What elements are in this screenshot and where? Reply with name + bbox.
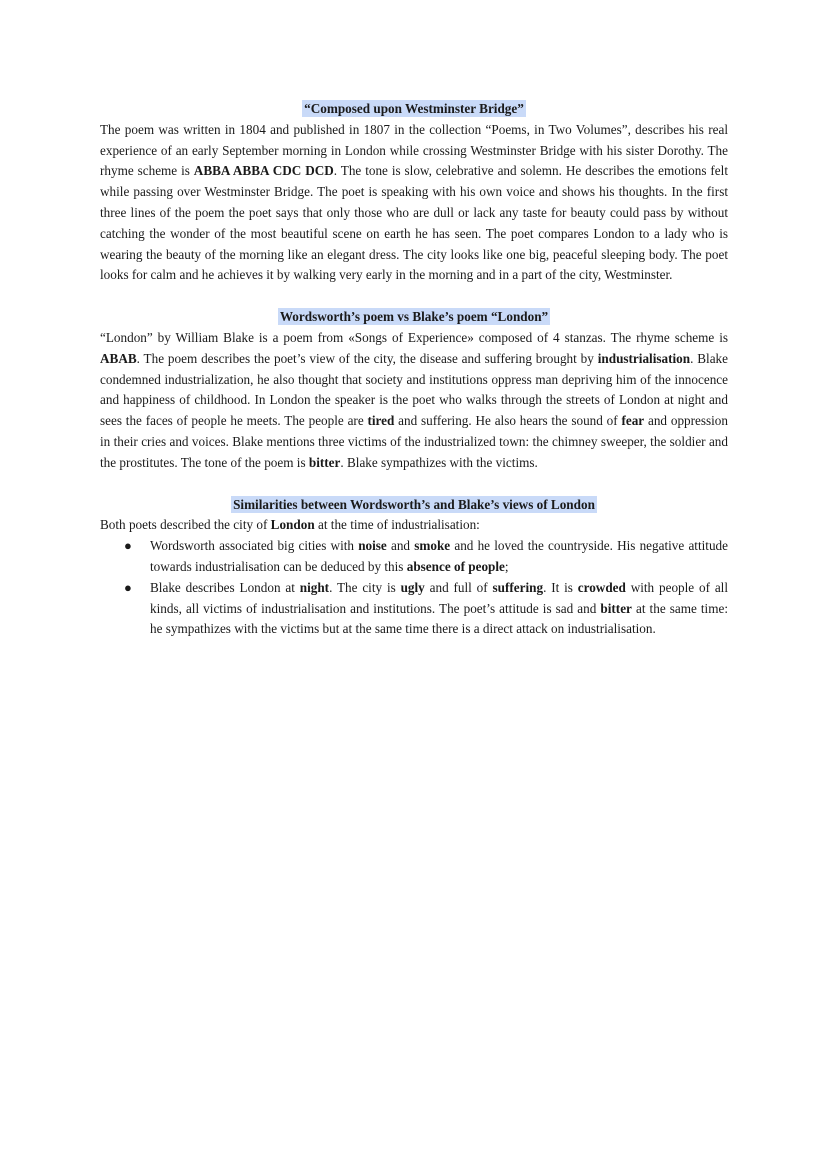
paragraph-london-blake: “London” by William Blake is a poem from «Songs of Experience» composed of 4 stanzas. The rhyme scheme is ABAB. The poem describes the poet’s view of the city, the disease and suffering brought by industrialisation. Blake condemned industrialization, he also thought that society and institutions oppress man depriving him of the innocence and happiness of childhood. In London the speaker is the poet who walks through the streets of London at night and sees the faces of people he meets. The people are tired and suffering. He also hears the sound of fear and oppression in their cries and voices. Blake mentions three victims of the industrialized town: the chimney sweeper, the soldier and the prostitutes. The tone of the poem is bitter. Blake sympathizes with the victims.	[100, 329, 728, 470]
bullet-icon: ●	[124, 538, 132, 554]
list-item-blake: ● Blake describes London at night. The city is ugly and full of suffering. It is crowded with people of all kinds, all victims of industrialisation and institutions. The poet’s attitude is sad and bitter at the same time: he sympathizes with the victims but at the same time there is a direct attack on industrialisation.	[124, 579, 728, 637]
list-item-wordsworth: ● Wordsworth associated big cities with noise and smoke and he loved the countryside. His negative attitude towards industrialisation can be deduced by this absence of people;	[124, 538, 729, 574]
bullet-icon: ●	[124, 579, 132, 595]
paragraph-similarities-intro: Both poets described the city of London at the time of industrialisation:	[100, 517, 480, 533]
section-heading-similarities: Similarities between Wordsworth’s and Blake’s views of London	[233, 496, 595, 512]
section-heading-westminster-bridge: “Composed upon Westminster Bridge”	[304, 101, 524, 116]
section-heading-wordsworth-vs-blake: Wordsworth’s poem vs Blake’s poem “London”	[279, 309, 549, 325]
similarities-list	[100, 536, 728, 640]
paragraph-westminster-bridge: The poem was written in 1804 and published in 1807 in the collection “Poems, in Two Volumes”, describes his real experience of an early September morning in London while crossing Westminster Bridge with his sister Dorothy. The rhyme scheme is ABBA ABBA CDC DCD. The tone is slow, celebrative and solemn. He describes the emotions felt while passing over Westminster Bridge. The poet is speaking with his own voice and shows his thoughts. In the first three lines of the poem the poet says that only those who are dull or lack any taste for beauty could pass by without catching the wonder of the most beautiful scene on earth he has seen. The poet compares London to a lady who is wearing the beauty of the morning like an elegant dress. The city looks like one big, peaceful sleeping body. The poet looks for calm and he achieves it by walking very early in the morning and in a part of the city, Westminster.	[100, 121, 728, 283]
